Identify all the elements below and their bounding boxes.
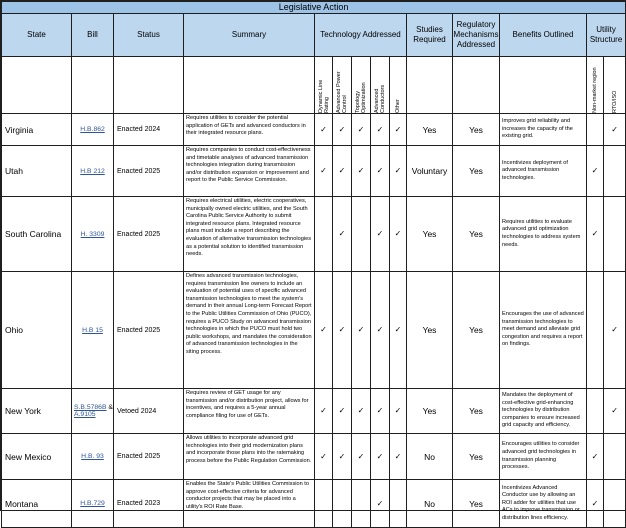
check-other: ✓ [390,197,407,272]
benefits-cell: Mandates the deployment of cost-effective grid-enhancing technologies by distribution companies to ensure increased grid capacity and efficiency. [500,389,587,434]
benefits-cell: Encourages the use of advanced transmission technologies to meet demand and alleviate grid congestion and requires a report on findings. [500,272,587,389]
check-rto-iso: ✓ [604,389,626,434]
check-conductors: ✓ [371,434,390,480]
check-topology [352,480,371,528]
check-rto-iso [604,197,626,272]
check-dlr: ✓ [315,272,333,389]
header-regulatory: Regulatory Mechanisms Addressed [453,14,500,57]
check-topology: ✓ [352,272,371,389]
bill-link[interactable]: H.B 212 [80,167,105,175]
subheader-non-market: Non-market region [592,67,598,113]
benefits-cell: Improves grid reliability and increases the capacity of the existing grid. [500,114,587,146]
check-dlr: ✓ [315,114,333,146]
subheader-conductors: Advanced Conductors [374,84,386,113]
table-row-utah [2,146,626,197]
bill-link[interactable]: H.B 15 [82,326,103,334]
status-cell: Enacted 2023 [114,480,184,528]
bill-link[interactable]: H.B. 93 [81,453,104,460]
header-status: Status [114,14,184,57]
subheader-other: Other [395,99,401,113]
benefits-cell: Incentivizes Advanced Conductor use by allowing an ROI adder for utilities that use ACs to improve transmission or distribution lines efficiency. [500,480,587,528]
table-row-montana [2,480,626,528]
table-row-ohio [2,272,626,389]
check-non-market: ✓ [587,197,604,272]
table-row-new-york [2,389,626,434]
check-apc [333,480,352,528]
status-cell: Enacted 2025 [114,197,184,272]
header-row [2,14,626,57]
bill-link[interactable]: H. 3309 [80,230,105,238]
table-banner: Legislative Action [2,2,626,14]
subheader-dlr: Dynamic Line Rating [317,79,330,113]
check-dlr [315,480,333,528]
check-non-market: ✓ [587,434,604,480]
summary-cell: Requires electrical utilities, electric cooperatives, municipally owned electric utilities, and the South Carolina Public Service Authority to submit integrated resource plans. Integrated resource plans must include a report describing the evaluation of alternative transmission technologies as a potential solution to identified transmission needs. [184,197,315,272]
regulatory-cell: Yes [453,272,500,389]
studies-cell: Voluntary [407,146,453,197]
check-dlr: ✓ [315,389,333,434]
table-row-virginia [2,114,626,146]
studies-cell: No [407,434,453,480]
check-other: ✓ [390,389,407,434]
state-cell: Ohio [2,272,72,389]
studies-cell: No [407,480,453,528]
state-cell: Montana [2,480,72,528]
legislative-action-table [1,1,626,528]
subheader-rto-iso: RTO/ISO [611,90,618,113]
benefits-cell: Encourages utilities to consider advanced grid technologies in transmission planning processes. [500,434,587,480]
check-dlr [315,197,333,272]
check-apc: ✓ [333,146,352,197]
table-row-south-carolina [2,197,626,272]
check-topology: ✓ [352,389,371,434]
status-cell: Vetoed 2024 [114,389,184,434]
check-apc: ✓ [333,272,352,389]
check-apc: ✓ [333,434,352,480]
benefits-cell: Requires utilities to evaluate advanced grid optimization technologies to address system needs. [500,197,587,272]
state-cell: Utah [2,146,72,197]
regulatory-cell: Yes [453,197,500,272]
check-other: ✓ [390,146,407,197]
subheader-apc: Advanced Power Control [336,71,348,113]
check-rto-iso [604,480,626,528]
check-dlr: ✓ [315,434,333,480]
check-other [390,480,407,528]
header-bill: Bill [72,14,114,57]
check-dlr: ✓ [315,146,333,197]
bill-link[interactable]: S.B.5786B [74,404,107,411]
check-non-market [587,389,604,434]
header-benefits: Benefits Outlined [500,14,587,57]
subheader-row [2,57,626,114]
state-cell: South Carolina [2,197,72,272]
check-topology: ✓ [352,146,371,197]
check-rto-iso [604,146,626,197]
state-cell: Virginia [2,114,72,146]
regulatory-cell: Yes [453,389,500,434]
state-cell: New York [2,389,72,434]
header-technology: Technology Addressed [315,14,407,57]
header-studies: Studies Required [407,14,453,57]
bill-link-2[interactable]: A.9105 [74,411,96,418]
regulatory-cell: Yes [453,114,500,146]
bill-link[interactable]: H.B.729 [80,500,105,507]
check-conductors: ✓ [371,389,390,434]
regulatory-cell: Yes [453,480,500,528]
state-cell: New Mexico [2,434,72,480]
check-apc: ✓ [333,114,352,146]
check-conductors: ✓ [371,146,390,197]
check-conductors: ✓ [371,114,390,146]
header-summary: Summary [184,14,315,57]
check-other: ✓ [390,272,407,389]
summary-cell: Allows utilities to incorporate advanced grid technologies into their grid modernization plans and incorporate those plans into the ratemaking process before the Public Regulation Commission. [184,434,315,480]
status-cell: Enacted 2024 [114,114,184,146]
regulatory-cell: Yes [453,434,500,480]
status-cell: Enacted 2025 [114,434,184,480]
check-rto-iso: ✓ [604,272,626,389]
summary-cell: Requires utilities to consider the potential application of GETs and advanced conductors in their integrated resource plans. [184,114,315,146]
check-non-market: ✓ [587,146,604,197]
bill-link[interactable]: H.B.862 [80,126,105,133]
summary-cell: Defines advanced transmission technologies, requires transmission line owners to include an evaluation of potential uses of specific advanced transmission technologies to meet the system's demand in their annual Long-term Forecast Report to the Public Utilities Commission of Ohio (PUCO), requires a PUCO Study on advanced transmission technologies in which the PUCO must hold two public workshops, and mandates the consideration of advanced transmission technologies in the siting process. [184,272,315,389]
studies-cell: Yes [407,197,453,272]
check-other: ✓ [390,434,407,480]
check-topology: ✓ [352,114,371,146]
header-utility: Utility Structure [587,14,626,57]
check-non-market: ✓ [587,480,604,528]
check-conductors: ✓ [371,197,390,272]
status-cell: Enacted 2025 [114,146,184,197]
check-conductors: ✓ [371,272,390,389]
check-topology [352,197,371,272]
check-other: ✓ [390,114,407,146]
check-non-market [587,114,604,146]
check-rto-iso [604,434,626,480]
status-cell: Enacted 2025 [114,272,184,389]
summary-cell: Requires companies to conduct cost-effectiveness and timetable analyses of advanced transmission technologies integration during transmission and/or distribution expansion or improvement and report to the Public Service Commission. [184,146,315,197]
subheader-topology: Topology Optimization [355,82,367,113]
check-apc: ✓ [333,389,352,434]
studies-cell: Yes [407,389,453,434]
check-topology: ✓ [352,434,371,480]
studies-cell: Yes [407,272,453,389]
check-rto-iso: ✓ [604,114,626,146]
table-row-new-mexico [2,434,626,480]
regulatory-cell: Yes [453,146,500,197]
header-state: State [2,14,72,57]
check-apc: ✓ [333,197,352,272]
bill-separator: & [106,404,113,411]
summary-cell: Enables the State's Public Utilities Commission to approve cost-effective criteria for advanced conductor projects that may be placed into a utility's ROI Rate Base. [184,480,315,528]
check-conductors: ✓ [371,480,390,528]
summary-cell: Requires review of GET usage for any transmission and/or distribution project, allows for incentives, and requires a 5-year annual compliance filing for use of GETs. [184,389,315,434]
studies-cell: Yes [407,114,453,146]
benefits-cell: Incentivizes deployment of advanced transmission technologies. [500,146,587,197]
check-non-market [587,272,604,389]
